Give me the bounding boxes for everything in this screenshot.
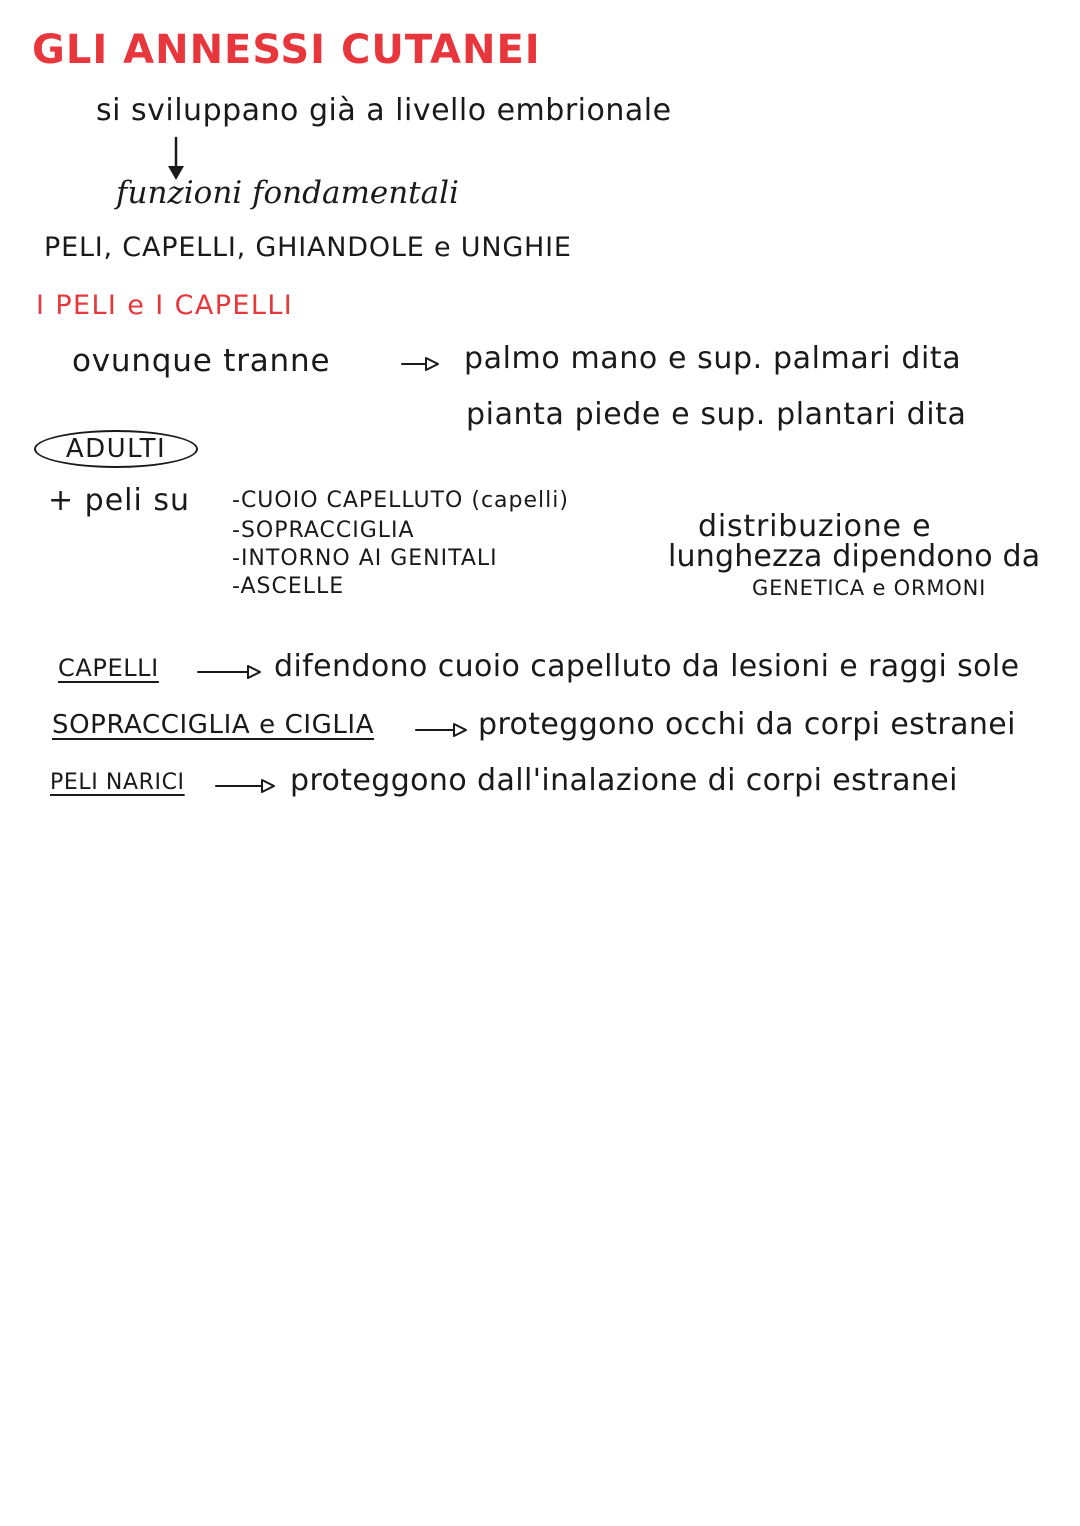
annessi-list: PELI, CAPELLI, GHIANDOLE e UNGHIE (44, 232, 572, 263)
distribution-note-line3: GENETICA e ORMONI (752, 576, 987, 600)
location-item: -CUOIO CAPELLUTO (capelli) (232, 488, 569, 513)
function-label-sopracciglia: SOPRACCIGLIA e CIGLIA (52, 710, 375, 740)
adulti-badge-label: ADULTI (65, 434, 167, 464)
right-arrow-icon (214, 778, 276, 794)
location-item: -SOPRACCIGLIA (232, 518, 415, 543)
right-arrow-icon (196, 664, 262, 680)
exception-hand: palmo mano e sup. palmari dita (464, 341, 962, 376)
adulti-badge (34, 430, 198, 468)
location-item: -INTORNO AI GENITALI (232, 546, 498, 571)
function-text-narici: proteggono dall'inalazione di corpi estranei (290, 763, 958, 798)
distribution-note-line1: distribuzione e (698, 509, 932, 544)
exception-foot: pianta piede e sup. plantari dita (466, 397, 967, 432)
section-title: I PELI e I CAPELLI (36, 290, 294, 321)
function-label-capelli: CAPELLI (58, 654, 159, 682)
function-text-capelli: difendono cuoio capelluto da lesioni e raggi sole (274, 649, 1020, 684)
functions-text: funzioni fondamentali (116, 175, 459, 211)
ovunque-text: ovunque tranne (72, 343, 331, 379)
location-item: -ASCELLE (232, 574, 345, 599)
distribution-note-line2: lunghezza dipendono da (668, 539, 1041, 574)
function-label-narici: PELI NARICI (50, 770, 185, 795)
right-arrow-icon (400, 356, 440, 372)
intro-text: si sviluppano già a livello embrionale (96, 93, 672, 128)
right-arrow-icon (414, 722, 468, 738)
page-title: GLI ANNESSI CUTANEI (32, 27, 541, 73)
peli-su-label: + peli su (48, 483, 191, 518)
function-text-sopracciglia: proteggono occhi da corpi estranei (478, 707, 1016, 742)
